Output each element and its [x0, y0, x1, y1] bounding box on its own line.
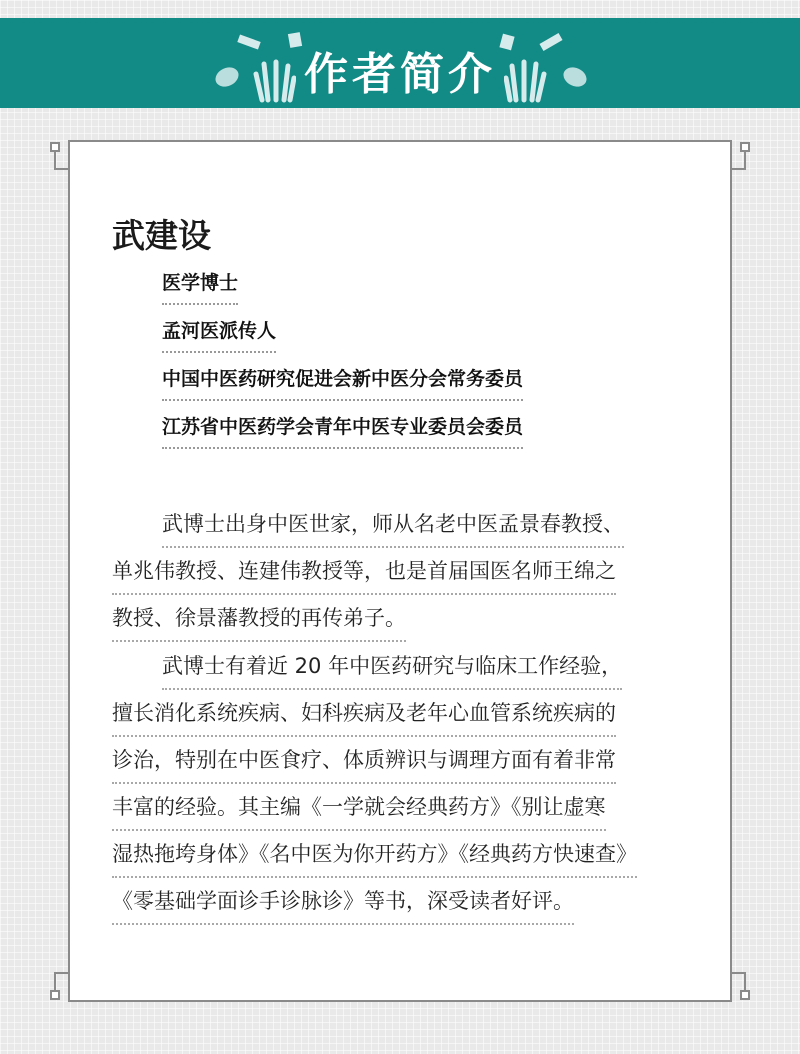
- bio-line: 《零基础学面诊手诊脉诊》等书，深受读者好评。: [112, 885, 574, 925]
- credential-item: 中国中医药研究促进会新中医分会常务委员: [162, 364, 523, 401]
- corner-ornament: [730, 972, 746, 994]
- corner-ornament: [54, 972, 70, 994]
- page-title: 作者简介: [304, 49, 496, 100]
- bio-line: 武博士出身中医世家，师从名老中医孟景春教授、: [162, 508, 624, 548]
- bio-line: 教授、徐景藩教授的再传弟子。: [112, 602, 406, 642]
- corner-ornament: [54, 148, 70, 170]
- bio-line: 湿热拖垮身体》《名中医为你开药方》《经典药方快速查》: [112, 838, 637, 878]
- credential-item: 孟河医派传人: [162, 316, 276, 353]
- credential-item: 江苏省中医药学会青年中医专业委员会委员: [162, 412, 523, 449]
- author-name: 武建设: [112, 216, 211, 255]
- corner-ornament: [730, 148, 746, 170]
- bio-line: 武博士有着近 20 年中医药研究与临床工作经验，: [162, 650, 622, 690]
- bio-line: 丰富的经验。其主编《一学就会经典药方》《别让虚寒: [112, 791, 606, 831]
- credential-item: 医学博士: [162, 268, 238, 305]
- bio-line: 单兆伟教授、连建伟教授等，也是首届国医名师王绵之: [112, 555, 616, 595]
- bio-line: 擅长消化系统疾病、妇科疾病及老年心血管系统疾病的: [112, 697, 616, 737]
- bio-line: 诊治，特别在中医食疗、体质辨识与调理方面有着非常: [112, 744, 616, 784]
- header-banner: [0, 18, 800, 108]
